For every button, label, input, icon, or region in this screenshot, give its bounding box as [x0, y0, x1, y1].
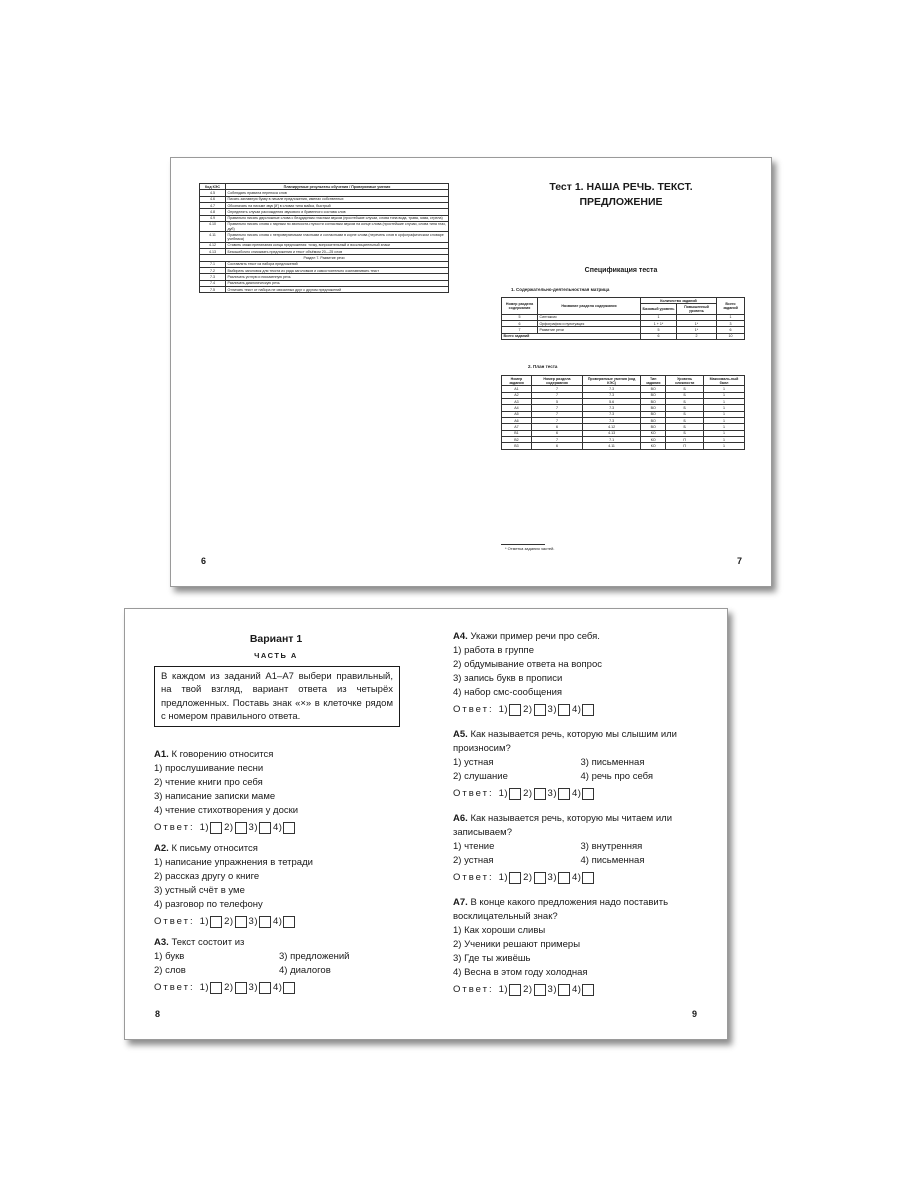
answer-option: 3) предложений — [279, 951, 350, 962]
matrix-cell: 6 — [502, 321, 538, 327]
answer-option: 1) Как хороши сливы — [453, 925, 546, 936]
instruction-box: В каждом из заданий А1–А7 выбери правильный, на твой взгляд, вариант ответа из четырёх предложенных. Поставь знак «×» в клеточке рядом с номером правильного ответа. — [154, 666, 400, 727]
plan-cell: А2 — [502, 392, 532, 398]
plan-cell: 7 — [531, 386, 582, 392]
plan-cell: ВО — [641, 405, 666, 411]
question-prompt: К говорению относится — [171, 749, 274, 760]
matrix-header-count: Количество заданий — [641, 298, 717, 304]
matrix-header-num: Номер раздела содержания — [502, 298, 538, 315]
answer-number: 4) — [572, 872, 582, 883]
answer-option: 3) внутренняя — [580, 841, 643, 852]
answer-checkbox[interactable] — [558, 704, 570, 716]
answer-option: 1) устная — [453, 757, 494, 768]
outcomes-code: 4.13 — [200, 249, 226, 255]
answer-row — [154, 981, 404, 995]
answer-number: 3) — [248, 916, 258, 927]
matrix-body — [502, 314, 745, 339]
answer-number: 1) — [498, 788, 509, 799]
plan-cell: 1 — [704, 405, 745, 411]
answer-checkbox[interactable] — [283, 822, 295, 834]
question-text — [453, 728, 708, 756]
plan-cell: ВО — [641, 424, 666, 430]
answer-checkbox[interactable] — [582, 788, 594, 800]
answer-checkbox[interactable] — [283, 982, 295, 994]
answer-option: 2) слов — [154, 965, 186, 976]
answer-option: 1) написание упражнения в тетради — [154, 857, 313, 868]
plan-cell: Б — [666, 418, 704, 424]
plan-cell: 1 — [704, 430, 745, 436]
outcomes-skill: Выбирать заголовок для текста из ряда заголовков и самостоятельно озаглавливать текст — [226, 268, 449, 274]
matrix-cell: 1* — [677, 327, 717, 333]
answer-checkbox[interactable] — [509, 788, 521, 800]
answer-number: 3) — [547, 872, 557, 883]
page-number: 9 — [692, 1009, 698, 1019]
plan-cell: 6 — [531, 430, 582, 436]
plan-cell: А5 — [502, 411, 532, 417]
answer-checkbox[interactable] — [259, 916, 271, 928]
outcomes-skill: Ставить знаки препинания конца предложения: точку, вопросительный и восклицательный знаки — [226, 242, 449, 248]
page-9 — [427, 609, 729, 1039]
question-prompt: Текст состоит из — [171, 937, 245, 948]
question-number: А7. — [453, 897, 468, 908]
answer-number: 4) — [273, 916, 283, 927]
plan-cell: Б — [666, 430, 704, 436]
answer-number: 4) — [572, 984, 582, 995]
answer-checkbox[interactable] — [210, 982, 222, 994]
plan-title: 2. План теста — [528, 364, 558, 369]
footnote-rule — [501, 544, 545, 545]
outcomes-skill: Составлять текст из набора предложений — [226, 261, 449, 267]
answer-row — [453, 983, 708, 997]
answer-number: 2) — [523, 788, 533, 799]
plan-cell: 1 — [704, 443, 745, 449]
matrix-cell: Развитие речи — [538, 327, 641, 333]
matrix-header-total: Всего заданий — [717, 298, 745, 315]
matrix-cell: 1* — [677, 321, 717, 327]
question-text — [154, 748, 404, 762]
answer-checkbox[interactable] — [235, 916, 247, 928]
matrix-header-basic: Базовый уровень — [641, 304, 677, 314]
matrix-total-value: 10 — [717, 333, 745, 339]
matrix-cell: 5 — [502, 314, 538, 320]
plan-header-row — [502, 376, 745, 386]
plan-cell: 6 — [531, 443, 582, 449]
outcomes-skill: Правильно писать слова с парным по звонкости-глухости согласным звуком на конце слова (простейшие случаи, слова типа глаз, дуб) — [226, 221, 449, 231]
plan-cell: ВО — [641, 386, 666, 392]
answer-label: Ответ: — [453, 872, 494, 883]
answer-number: 4) — [273, 822, 283, 833]
plan-cell: А7 — [502, 424, 532, 430]
plan-cell: 1 — [704, 392, 745, 398]
page-8 — [125, 609, 427, 1039]
question-number: А3. — [154, 937, 169, 948]
variant-title: Вариант 1 — [249, 633, 303, 645]
answer-checkbox[interactable] — [534, 984, 546, 996]
answer-options — [453, 840, 708, 868]
question-prompt: Как называется речь, которую мы слышим или произносим? — [453, 729, 677, 754]
plan-cell: А4 — [502, 405, 532, 411]
answer-number: 2) — [224, 982, 234, 993]
answer-number: 1) — [199, 982, 210, 993]
answer-number: 2) — [224, 822, 234, 833]
answer-checkbox[interactable] — [235, 982, 247, 994]
plan-cell: Б — [666, 405, 704, 411]
answer-number: 2) — [523, 984, 533, 995]
answer-number: 2) — [523, 872, 533, 883]
answer-row — [453, 703, 708, 717]
answer-checkbox[interactable] — [582, 984, 594, 996]
answer-number: 3) — [547, 704, 557, 715]
outcomes-skill: Соблюдать правила переноса слов — [226, 190, 449, 196]
answer-checkbox[interactable] — [509, 984, 521, 996]
answer-checkbox[interactable] — [558, 984, 570, 996]
answer-options — [154, 950, 404, 978]
bottom-spread — [124, 608, 728, 1040]
plan-cell: В1 — [502, 430, 532, 436]
answer-checkbox[interactable] — [509, 872, 521, 884]
question-text — [453, 812, 708, 840]
answer-checkbox[interactable] — [582, 704, 594, 716]
question-number: А1. — [154, 749, 169, 760]
answer-option: 1) чтение — [453, 841, 495, 852]
plan-cell: 1 — [704, 411, 745, 417]
matrix-cell: 1 — [717, 314, 745, 320]
outcomes-code: 7.1 — [200, 261, 226, 267]
question-a3 — [154, 936, 404, 995]
matrix-total-row — [502, 333, 745, 339]
question-number: А2. — [154, 843, 169, 854]
answer-checkbox[interactable] — [558, 872, 570, 884]
question-a7 — [453, 896, 708, 997]
question-text — [154, 842, 404, 856]
answer-number: 1) — [498, 872, 509, 883]
question-text — [154, 936, 404, 950]
outcomes-skill: Обозначать на письме звук [й'] в словах типа майка, быстрый — [226, 202, 449, 208]
answer-checkbox[interactable] — [534, 872, 546, 884]
matrix-cell: 6 — [717, 327, 745, 333]
answer-option: 2) рассказ другу о книге — [154, 871, 260, 882]
plan-cell: 4.13 — [583, 430, 641, 436]
test-title-line-1: Тест 1. НАША РЕЧЬ. ТЕКСТ. — [549, 181, 693, 193]
answer-number: 1) — [498, 984, 509, 995]
answer-number: 3) — [248, 822, 258, 833]
outcomes-code: 7.3 — [200, 274, 226, 280]
plan-cell: 4.12 — [583, 424, 641, 430]
page-number: 7 — [737, 556, 743, 566]
plan-cell: А1 — [502, 386, 532, 392]
plan-cell: 7 — [531, 411, 582, 417]
answer-option: 3) Где ты живёшь — [453, 953, 531, 964]
answer-option: 2) слушание — [453, 771, 508, 782]
answer-label: Ответ: — [154, 916, 195, 927]
plan-cell: Б — [666, 411, 704, 417]
plan-cell: 1 — [704, 436, 745, 442]
matrix-cell: Синтаксис — [538, 314, 641, 320]
answer-options — [154, 762, 404, 818]
answer-option: 3) написание записки маме — [154, 791, 276, 802]
part-title: ЧАСТЬ А — [254, 651, 298, 660]
answer-number: 1) — [498, 704, 509, 715]
answer-option: 4) речь про себя — [580, 771, 654, 782]
outcomes-code: 4.9 — [200, 215, 226, 221]
question-text — [453, 896, 708, 924]
answer-number: 3) — [547, 788, 557, 799]
plan-cell: 7 — [531, 436, 582, 442]
plan-cell: А6 — [502, 418, 532, 424]
answer-options — [453, 644, 708, 700]
answer-checkbox[interactable] — [582, 872, 594, 884]
plan-header-cell: Проверяемые умения (код КЭС) — [583, 376, 641, 386]
question-a5 — [453, 728, 708, 801]
answer-checkbox[interactable] — [210, 822, 222, 834]
answer-checkbox[interactable] — [534, 788, 546, 800]
question-a4 — [453, 630, 708, 717]
question-text — [453, 630, 708, 644]
answer-option: 3) письменная — [580, 757, 645, 768]
plan-body — [502, 386, 745, 449]
matrix-cell: 1 — [641, 314, 677, 320]
plan-header-cell: Тип задания — [641, 376, 666, 386]
outcomes-skill: Различать диалогическую речь — [226, 280, 449, 286]
answer-option: 4) набор смс-сообщения — [453, 687, 563, 698]
answer-label: Ответ: — [154, 982, 195, 993]
answer-number: 2) — [523, 704, 533, 715]
outcomes-code: 4.10 — [200, 221, 226, 231]
plan-cell: КО — [641, 436, 666, 442]
page-7 — [171, 158, 773, 586]
answer-checkbox[interactable] — [283, 916, 295, 928]
plan-row — [502, 443, 745, 449]
question-a2 — [154, 842, 404, 929]
plan-cell: 5 — [531, 399, 582, 405]
plan-cell: 1 — [704, 386, 745, 392]
plan-cell: Б — [666, 424, 704, 430]
plan-table — [501, 375, 745, 450]
page-number: 8 — [155, 1009, 161, 1019]
answer-number: 4) — [572, 704, 582, 715]
answer-option: 4) Весна в этом году холодная — [453, 967, 588, 978]
question-prompt: В конце какого предложения надо поставить восклицательный знак? — [453, 897, 669, 922]
question-a6 — [453, 812, 708, 885]
answer-checkbox[interactable] — [210, 916, 222, 928]
matrix-title: 1. Содержательно-деятельностная матрица — [511, 287, 610, 292]
answer-option: 1) букв — [154, 951, 185, 962]
answer-options — [154, 856, 404, 912]
answer-options — [453, 924, 708, 980]
plan-cell: ВО — [641, 418, 666, 424]
plan-cell: 7.3 — [583, 411, 641, 417]
plan-cell: В2 — [502, 436, 532, 442]
outcomes-code: 4.7 — [200, 202, 226, 208]
plan-cell: 7.3 — [583, 405, 641, 411]
plan-header-cell: Номер задания — [502, 376, 532, 386]
answer-number: 3) — [547, 984, 557, 995]
outcomes-code: 7.2 — [200, 268, 226, 274]
answer-checkbox[interactable] — [509, 704, 521, 716]
answer-checkbox[interactable] — [259, 822, 271, 834]
footnote: * Отметка задания частей. — [505, 546, 555, 551]
answer-number: 1) — [199, 916, 210, 927]
answer-number: 4) — [572, 788, 582, 799]
test-title-line-2: ПРЕДЛОЖЕНИЕ — [579, 196, 663, 209]
answer-label: Ответ: — [453, 788, 494, 799]
matrix-cell: 7 — [502, 327, 538, 333]
plan-cell: 4.11 — [583, 443, 641, 449]
answer-option: 4) диалогов — [279, 965, 331, 976]
top-spread — [170, 157, 772, 587]
answer-option: 4) разговор по телефону — [154, 899, 263, 910]
answer-label: Ответ: — [453, 704, 494, 715]
outcomes-section-heading: Раздел 7. Развитие речи — [200, 255, 449, 261]
matrix-header-advanced: Повышенный уровень — [677, 304, 717, 314]
plan-cell: 1 — [704, 399, 745, 405]
answer-checkbox[interactable] — [558, 788, 570, 800]
question-number: А4. — [453, 631, 468, 642]
answer-row — [154, 915, 404, 929]
outcomes-skill: Отличать текст от набора не связанных друг с другом предложений — [226, 286, 449, 292]
plan-cell: КО — [641, 443, 666, 449]
answer-option: 3) запись букв в прописи — [453, 673, 563, 684]
question-a1 — [154, 748, 404, 835]
plan-cell: 7.1 — [583, 436, 641, 442]
outcomes-skill: Различать устную и письменную речь — [226, 274, 449, 280]
answer-row — [453, 871, 708, 885]
answer-option: 4) чтение стихотворения у доски — [154, 805, 299, 816]
outcomes-code: 4.5 — [200, 190, 226, 196]
plan-cell: 7 — [531, 405, 582, 411]
outcomes-code: 7.5 — [200, 286, 226, 292]
answer-checkbox[interactable] — [259, 982, 271, 994]
outcomes-header-code: Код КЭС — [200, 184, 226, 190]
answer-option: 2) устная — [453, 855, 494, 866]
question-prompt: Укажи пример речи про себя. — [470, 631, 600, 642]
matrix-cell: 1 + 1* — [641, 321, 677, 327]
outcomes-code: 4.11 — [200, 232, 226, 242]
question-prompt: Как называется речь, которую мы читаем или записываем? — [453, 813, 673, 838]
question-number: А6. — [453, 813, 468, 824]
matrix-cell: Орфография и пунктуация — [538, 321, 641, 327]
plan-cell: 1 — [704, 418, 745, 424]
outcomes-header-skill: Планируемые результаты обучения / Проверяемые умения — [226, 184, 449, 190]
question-number: А5. — [453, 729, 468, 740]
outcomes-code: 4.12 — [200, 242, 226, 248]
answer-number: 4) — [273, 982, 283, 993]
outcomes-skill: Писать заглавную букву в начале предложения, именах собственных — [226, 196, 449, 202]
matrix-total-label: Всего заданий — [502, 333, 641, 339]
matrix-cell: 3 — [717, 321, 745, 327]
plan-cell: А3 — [502, 399, 532, 405]
outcomes-skill: Определять случаи расхождения звукового и буквенного состава слов — [226, 209, 449, 215]
answer-option: 2) Ученики решают примеры — [453, 939, 581, 950]
outcomes-code: 4.8 — [200, 209, 226, 215]
plan-cell: П — [666, 443, 704, 449]
plan-header-cell: Уровень сложности — [666, 376, 704, 386]
test-title — [493, 180, 749, 210]
answer-label: Ответ: — [154, 822, 195, 833]
plan-cell: 7.3 — [583, 418, 641, 424]
answer-checkbox[interactable] — [534, 704, 546, 716]
plan-cell: Б — [666, 399, 704, 405]
plan-cell: 7 — [531, 392, 582, 398]
plan-header-cell: Номер раздела содержания — [531, 376, 582, 386]
plan-cell: 7.3 — [583, 386, 641, 392]
answer-options — [453, 756, 708, 784]
answer-number: 3) — [248, 982, 258, 993]
plan-cell: 1 — [704, 424, 745, 430]
plan-cell: П — [666, 436, 704, 442]
plan-cell: 7 — [531, 418, 582, 424]
answer-option: 3) устный счёт в уме — [154, 885, 245, 896]
plan-cell: 6 — [531, 424, 582, 430]
page-number: 6 — [201, 556, 207, 566]
plan-header-cell: Максималь-ный балл — [704, 376, 745, 386]
answer-row — [453, 787, 708, 801]
plan-cell: ВО — [641, 411, 666, 417]
answer-option: 2) обдумывание ответа на вопрос — [453, 659, 602, 670]
matrix-table — [501, 297, 745, 340]
answer-option: 1) работа в группе — [453, 645, 534, 656]
plan-cell: 5.6 — [583, 399, 641, 405]
plan-cell: КО — [641, 430, 666, 436]
answer-option: 4) письменная — [580, 855, 645, 866]
matrix-total-value: 2 — [677, 333, 717, 339]
question-prompt: К письму относится — [171, 843, 258, 854]
answer-option: 1) прослушивание песни — [154, 763, 264, 774]
outcomes-code: 7.4 — [200, 280, 226, 286]
outcomes-code: 4.6 — [200, 196, 226, 202]
answer-option: 2) чтение книги про себя — [154, 777, 263, 788]
answer-checkbox[interactable] — [235, 822, 247, 834]
plan-cell: Б — [666, 386, 704, 392]
spec-title: Спецификация теста — [584, 267, 658, 274]
matrix-cell: 5 — [641, 327, 677, 333]
answer-label: Ответ: — [453, 984, 494, 995]
outcomes-skill: Правильно писать слова с непроверяемыми гласными и согласными в корне слова (перечень слов в орфографическом словаре учебника) — [226, 232, 449, 242]
answer-number: 2) — [224, 916, 234, 927]
plan-cell: 7.3 — [583, 392, 641, 398]
outcomes-skill: Безошибочно списывать предложения и текст объёмом 20—25 слов — [226, 249, 449, 255]
answer-number: 1) — [199, 822, 210, 833]
plan-cell: Б — [666, 392, 704, 398]
answer-row — [154, 821, 404, 835]
matrix-header-name: Название раздела содержания — [538, 298, 641, 315]
plan-cell: ВО — [641, 392, 666, 398]
plan-cell: В3 — [502, 443, 532, 449]
matrix-total-value: 6 — [641, 333, 677, 339]
outcomes-skill: Правильно писать двусложные слова с безударным гласным звуком (простейшие случаи, слова типа вода, трава, зима, стрела) — [226, 215, 449, 221]
plan-cell: ВО — [641, 399, 666, 405]
